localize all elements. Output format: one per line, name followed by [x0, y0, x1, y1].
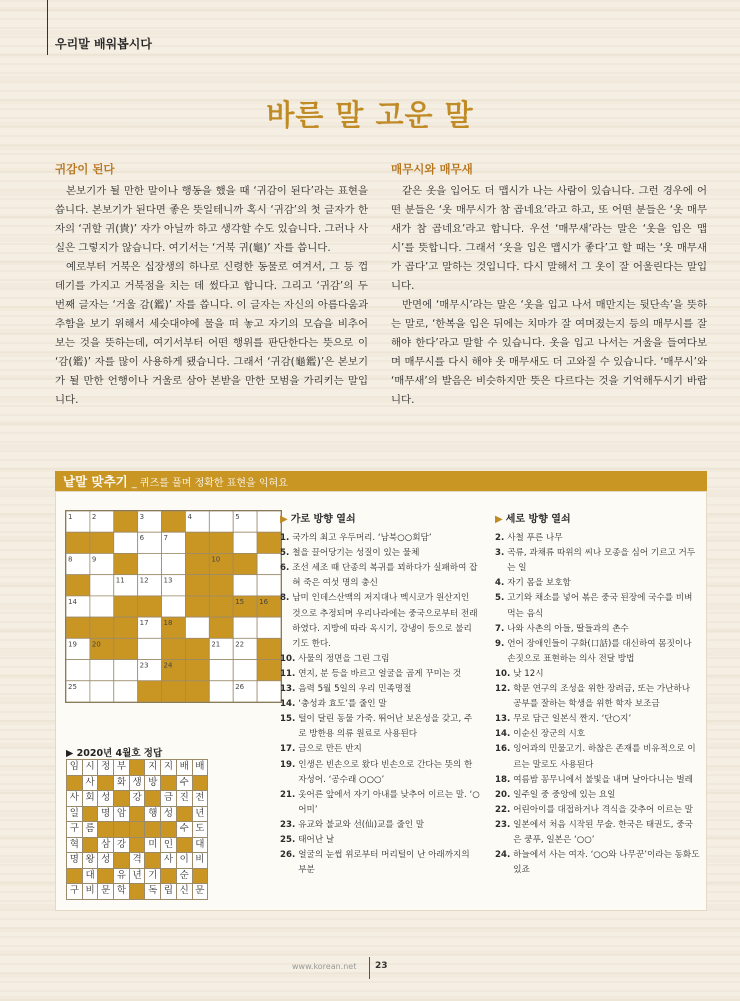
- crossword-cell-blocked: [233, 553, 257, 574]
- crossword-cell[interactable]: [257, 617, 281, 638]
- answer-cell: 성: [161, 806, 177, 822]
- answer-cell: 문: [98, 884, 114, 900]
- clue-number: 23.: [280, 819, 296, 830]
- clue-item: [280, 833, 480, 848]
- answer-cell: 독: [145, 884, 161, 900]
- clue-text: 하늘에서 사는 여자. ‘○○와 나무꾼’이라는 동화도 있죠: [513, 850, 700, 876]
- crossword-cell-blocked: [185, 553, 209, 574]
- crossword-cell[interactable]: [90, 596, 114, 617]
- answer-cell: 사: [67, 791, 83, 807]
- clue-text: 낮 12시: [513, 668, 544, 679]
- clue-text: 일주일 중 중앙에 있는 요일: [513, 789, 616, 800]
- clue-number: 7.: [495, 623, 505, 634]
- clue-item: [495, 803, 700, 818]
- answer-cell: [129, 884, 145, 900]
- crossword-cell-blocked: [90, 532, 114, 553]
- crossword-cell[interactable]: [209, 681, 233, 702]
- answer-cell: [82, 837, 98, 853]
- quiz-banner: [55, 471, 707, 491]
- clue-item: [495, 591, 700, 621]
- crossword-svg: [66, 511, 281, 702]
- answer-row: [67, 760, 208, 776]
- crossword-number: 17: [139, 619, 149, 628]
- clue-text: 학문 연구의 조성을 위한 장려금, 또는 가난하나 공부를 잘하는 학생을 위한 학자 보조금: [513, 684, 691, 710]
- article-left-heading: 귀감이 된다: [55, 162, 115, 176]
- clue-text: 금으로 만든 반지: [298, 744, 362, 755]
- clue-item: [495, 742, 700, 772]
- clue-item: [495, 546, 700, 576]
- footer-divider: [369, 957, 370, 979]
- crossword-cell-blocked: [114, 553, 138, 574]
- crossword-cell-blocked: [257, 638, 281, 659]
- clue-number: 25.: [280, 834, 296, 845]
- across-heading-label: 가로 방향 열쇠: [290, 514, 356, 525]
- crossword-cell[interactable]: [233, 532, 257, 553]
- clue-number: 15.: [280, 714, 296, 725]
- answer-cell: 배: [192, 760, 208, 776]
- answer-cell: 정: [98, 760, 114, 776]
- clue-item: [280, 758, 480, 788]
- answer-cell: 순: [176, 868, 192, 884]
- crossword-cell-blocked: [185, 681, 209, 702]
- answer-cell: 미: [145, 837, 161, 853]
- crossword-number: 22: [235, 640, 245, 649]
- crossword-number: 7: [163, 534, 169, 543]
- crossword-cell[interactable]: [114, 660, 138, 681]
- answer-cell: [82, 806, 98, 822]
- answer-cell: 강: [129, 791, 145, 807]
- crossword-number: 9: [91, 555, 97, 564]
- clue-item: [280, 652, 480, 667]
- crossword-number: 26: [235, 682, 245, 691]
- footer-site: www.korean.net: [292, 962, 357, 971]
- clue-text: 조선 세조 때 단종의 복귀를 꾀하다가 실패하여 잡혀 죽은 여섯 명의 충신: [292, 563, 478, 589]
- crossword-cell[interactable]: [257, 575, 281, 596]
- clue-item: [495, 848, 700, 878]
- crossword-cell[interactable]: [233, 660, 257, 681]
- down-heading-label: 세로 방향 열쇠: [505, 514, 571, 525]
- crossword-cell-blocked: [66, 617, 90, 638]
- crossword-cell[interactable]: [185, 617, 209, 638]
- answer-row: [67, 884, 208, 900]
- crossword-number: 25: [68, 682, 77, 691]
- crossword-number: 11: [115, 576, 125, 585]
- clue-number: 11.: [280, 668, 296, 679]
- crossword-grid: [65, 510, 282, 703]
- clue-number: 2.: [495, 533, 505, 544]
- across-list: [280, 531, 480, 878]
- answer-cell: 비: [82, 884, 98, 900]
- answer-cell: 임: [67, 760, 83, 776]
- answer-cell: [114, 822, 130, 838]
- clue-item: [280, 788, 480, 818]
- answer-cell: 립: [161, 884, 177, 900]
- answer-cell: 부: [114, 760, 130, 776]
- answer-cell: 유: [114, 868, 130, 884]
- clue-item: [495, 727, 700, 742]
- clue-item: [280, 546, 480, 561]
- answer-cell: [129, 837, 145, 853]
- crossword-cell[interactable]: [257, 511, 281, 532]
- answer-cell: [98, 868, 114, 884]
- crossword-cell[interactable]: [233, 617, 257, 638]
- answer-cell: [114, 791, 130, 807]
- answer-cell: 회: [82, 791, 98, 807]
- crossword-number: 4: [187, 513, 192, 521]
- crossword-cell-blocked: [185, 596, 209, 617]
- clue-item: [495, 576, 700, 591]
- answer-cell: [129, 760, 145, 776]
- crossword-cell[interactable]: [162, 596, 186, 617]
- clue-item: [495, 667, 700, 682]
- clue-text: 남미 인데스산맥의 저지대나 멕시코가 원산지인 것으로 추정되며 우리나라에는 중국으로부터 전래하였다. 지방에 따라 옥시기, 강냉이 등으로 불리기도 한다.: [292, 593, 478, 649]
- clue-text: 유교와 불교와 선(仙)교를 줄인 말: [298, 819, 425, 830]
- crossword-cell-blocked: [66, 575, 90, 596]
- clue-number: 13.: [280, 684, 296, 695]
- crossword-cell-blocked: [209, 617, 233, 638]
- answer-cell: [145, 822, 161, 838]
- answer-cell: [176, 806, 192, 822]
- article-left-paragraph: 예로부터 거북은 십장생의 하나로 신령한 동물로 여겨서, 그 등 껍데기를 가지고 거북점을 치는 데 썼다고 합니다. 그리고 ‘귀감’의 두 번째 글자는 ‘거울 감(鑑)’ 자를 씁니다. 이 글자는 자신의 아름다움과 추함을 보기 위해서 세숫대야에 물을 떠 놓고 자기의 모습을 비추어 보는 것을 뜻하는데, 여기서부터 어떤 행위를 판단한다는 뜻으로 이 ‘감(鑑)’ 자를 많이 사용하게 됐습니다. 그래서 ‘귀감(龜鑑)’은 본보기가 될 만한 언행이나 거울로 삼아 본받을 만한 모범을 가리키는 말입니다.: [55, 261, 368, 406]
- crossword-cell[interactable]: [257, 681, 281, 702]
- clue-item: [495, 622, 700, 637]
- triangle-icon: ▶: [495, 514, 503, 525]
- answer-cell: 수: [176, 775, 192, 791]
- clue-text: 무로 담근 일본식 짠지. ‘단○지’: [513, 714, 632, 725]
- clue-item: [280, 531, 480, 546]
- answer-cell: 명: [98, 806, 114, 822]
- crossword-cell[interactable]: [66, 660, 90, 681]
- answer-cell: 비: [192, 853, 208, 869]
- crossword-cell[interactable]: [114, 681, 138, 702]
- crossword-cell-blocked: [209, 575, 233, 596]
- answer-cell: 사: [82, 775, 98, 791]
- answer-cell: 학: [114, 884, 130, 900]
- answer-cell: 전: [192, 791, 208, 807]
- clue-item: [280, 682, 480, 697]
- answer-row: [67, 822, 208, 838]
- clue-text: 국가의 최고 우두머리. ‘남북○○회담’: [292, 533, 432, 544]
- crossword-cell-blocked: [138, 681, 162, 702]
- article-left: [55, 160, 368, 410]
- clue-number: 9.: [495, 638, 505, 649]
- crossword-number: 8: [68, 555, 73, 564]
- clue-item: [495, 712, 700, 727]
- clue-number: 18.: [495, 774, 511, 785]
- crossword-cell[interactable]: [114, 532, 138, 553]
- clue-text: 사철 푸른 나무: [507, 533, 563, 544]
- clue-number: 26.: [280, 850, 296, 861]
- down-clues: [495, 512, 700, 878]
- clue-item: [495, 637, 700, 667]
- crossword-cell-blocked: [257, 532, 281, 553]
- crossword-number: 3: [139, 513, 145, 521]
- crossword-cell-blocked: [114, 638, 138, 659]
- crossword-cell-blocked: [185, 638, 209, 659]
- crossword-number: 14: [68, 597, 77, 606]
- answer-cell: [98, 822, 114, 838]
- answer-cell: 격: [129, 853, 145, 869]
- clue-number: 14.: [280, 699, 296, 710]
- clue-number: 20.: [495, 789, 511, 800]
- crossword-number: 5: [235, 513, 240, 521]
- crossword-cell[interactable]: [257, 553, 281, 574]
- clue-text: 일본에서 처음 시작된 무술. 한국은 태권도, 중국은 쿵푸, 일본은 ‘○○’: [513, 819, 693, 845]
- answer-row: [67, 806, 208, 822]
- clue-item: [280, 561, 480, 591]
- answer-cell: 지: [145, 760, 161, 776]
- crossword-cell-blocked: [185, 660, 209, 681]
- crossword-cell-blocked: [114, 617, 138, 638]
- article-right-heading: 매무시와 매무새: [391, 162, 473, 176]
- answer-cell: 름: [82, 822, 98, 838]
- answer-cell: 구: [67, 884, 83, 900]
- down-list: [495, 531, 700, 878]
- clue-text: 나와 사촌의 아들, 딸들과의 촌수: [507, 623, 629, 634]
- clue-number: 3.: [495, 548, 505, 559]
- crossword-cell[interactable]: [233, 575, 257, 596]
- crossword-number: 24: [163, 661, 173, 670]
- answer-cell: 시: [82, 760, 98, 776]
- answer-cell: 신: [176, 884, 192, 900]
- clue-text: 이순신 장군의 시호: [513, 729, 586, 740]
- article-right: [391, 160, 707, 410]
- answer-cell: 기: [145, 868, 161, 884]
- answer-cell: 금: [161, 791, 177, 807]
- clue-number: 5.: [495, 593, 505, 604]
- answer-cell: [129, 822, 145, 838]
- answer-cell: 인: [161, 837, 177, 853]
- answer-cell: [145, 853, 161, 869]
- answer-cell: 구: [67, 822, 83, 838]
- answer-cell: 왕: [82, 853, 98, 869]
- clue-item: [280, 697, 480, 712]
- answer-row: [67, 837, 208, 853]
- clue-text: 잉어과의 민물고기. 하찮은 존재를 비유적으로 이르는 말로도 사용된다: [513, 744, 696, 770]
- page-number: 23: [375, 961, 388, 971]
- clue-item: [280, 591, 480, 651]
- crossword-cell-blocked: [114, 511, 138, 532]
- crossword-number: 16: [259, 597, 269, 606]
- clue-text: 태어난 날: [298, 834, 335, 845]
- clue-text: 음력 5월 5일의 우리 민족명절: [298, 684, 412, 695]
- answer-cell: [192, 775, 208, 791]
- clue-number: 1.: [280, 533, 290, 544]
- across-clues: [280, 512, 480, 878]
- crossword-number: 20: [91, 640, 101, 649]
- crossword-cell-blocked: [90, 617, 114, 638]
- answer-cell: 진: [176, 791, 192, 807]
- answer-cell: 지: [161, 760, 177, 776]
- clue-item: [280, 742, 480, 757]
- clue-number: 10.: [280, 653, 296, 664]
- clue-number: 21.: [280, 789, 296, 800]
- crossword-number: 23: [139, 661, 149, 670]
- crossword-cell-blocked: [162, 511, 186, 532]
- answer-cell: [161, 775, 177, 791]
- clue-number: 12.: [495, 684, 511, 695]
- answer-cell: 도: [192, 822, 208, 838]
- clue-text: 여름밤 꽁무니에서 불빛을 내며 날아다니는 벌레: [513, 774, 693, 785]
- crossword-number: 1: [68, 513, 73, 521]
- crossword-cell[interactable]: [209, 660, 233, 681]
- crossword-cell[interactable]: [162, 553, 186, 574]
- answer-cell: 강: [114, 837, 130, 853]
- crossword-number: 2: [91, 513, 97, 521]
- answer-cell: [114, 853, 130, 869]
- clue-number: 5.: [280, 548, 290, 559]
- answer-row: [67, 791, 208, 807]
- clue-number: 8.: [280, 593, 290, 604]
- page-title: 바른 말 고운 말: [266, 98, 474, 132]
- answer-cell: 명: [67, 853, 83, 869]
- article-left-paragraph: 본보기가 될 만한 말이나 행동을 했을 때 ‘귀감이 된다’라는 표현을 씁니다. 본보기가 된다면 좋은 뜻일테니까 혹시 ‘귀감’의 첫 글자가 한자의 ‘귀할 귀(貴)’ 자가 아닐까 하고 생각할 수도 있습니다. 그러나 사실은 그렇지가 않습니다. 여기서는 ‘거북 귀(龜)’ 자를 씁니다.: [55, 185, 368, 254]
- crossword-cell-blocked: [162, 681, 186, 702]
- clue-text: 곡류, 과채류 따위의 씨나 모종을 심어 기르고 거두는 일: [507, 548, 696, 574]
- crossword-cell-blocked: [185, 532, 209, 553]
- crossword-cell-blocked: [209, 532, 233, 553]
- answer-cell: 생: [129, 775, 145, 791]
- crossword-cell[interactable]: [138, 638, 162, 659]
- crossword-number: 21: [211, 640, 221, 649]
- answer-cell: 년: [192, 806, 208, 822]
- clue-text: 고기와 채소를 넣어 볶은 중국 된장에 국수를 비벼 먹는 음식: [507, 593, 693, 619]
- clue-text: 인생은 빈손으로 왔다 빈손으로 간다는 뜻의 한자성어. ‘공수래 ○○○’: [298, 759, 473, 785]
- answer-cell: 암: [114, 806, 130, 822]
- clue-item: [495, 531, 700, 546]
- answer-cell: [161, 868, 177, 884]
- clue-text: 철을 끌어당기는 성질이 있는 물체: [292, 548, 420, 559]
- clue-number: 19.: [280, 759, 296, 770]
- crossword-cell-blocked: [185, 575, 209, 596]
- answer-cell: 수: [176, 822, 192, 838]
- answer-cell: 행: [145, 806, 161, 822]
- clue-item: [280, 667, 480, 682]
- quiz-title: 낱말 맞추기: [63, 474, 128, 489]
- answer-cell: 이: [176, 853, 192, 869]
- answer-cell: [176, 837, 192, 853]
- answer-cell: 년: [129, 868, 145, 884]
- answer-cell: 삼: [98, 837, 114, 853]
- answer-cell: 문: [192, 884, 208, 900]
- answer-row: [67, 853, 208, 869]
- crossword-number: 15: [235, 597, 245, 606]
- answer-cell: [129, 806, 145, 822]
- answer-cell: 배: [176, 760, 192, 776]
- quiz-subtitle: _ 퀴즈를 풀며 정확한 표현을 익혀요: [131, 477, 288, 489]
- clue-number: 13.: [495, 714, 511, 725]
- answer-cell: 성: [98, 853, 114, 869]
- clue-number: 4.: [495, 578, 505, 589]
- answer-cell: 대: [82, 868, 98, 884]
- clue-number: 6.: [280, 563, 290, 574]
- crossword-cell-blocked: [257, 660, 281, 681]
- clue-text: ‘충성과 효도’를 줄인 말: [298, 699, 387, 710]
- answer-title: ▶ 2020년 4월호 정답: [66, 748, 163, 759]
- answer-cell: [67, 868, 83, 884]
- answer-cell: [67, 775, 83, 791]
- clue-item: [280, 818, 480, 833]
- clue-text: 옷어른 앞에서 자기 아내를 낮추어 이르는 말. ‘○어미’: [298, 789, 480, 815]
- down-heading: [495, 512, 700, 527]
- crossword-cell[interactable]: [138, 553, 162, 574]
- clue-text: 연지, 분 등을 바르고 얼굴을 곱게 꾸미는 것: [298, 668, 462, 679]
- answer-cell: [192, 868, 208, 884]
- crossword-number: 19: [68, 640, 77, 649]
- clue-text: 언어 장애인들이 구화(口話)를 대신하여 몸짓이나 손짓으로 표현하는 의사 전달 방법: [507, 638, 692, 664]
- crossword-number: 10: [211, 555, 221, 564]
- answer-cell: 방: [145, 775, 161, 791]
- clue-number: 23.: [495, 819, 511, 830]
- clue-number: 22.: [495, 804, 511, 815]
- crossword-cell-blocked: [209, 596, 233, 617]
- across-heading: [280, 512, 480, 527]
- crossword-cell[interactable]: [90, 660, 114, 681]
- clue-text: 어린아이를 대접하거나 격식을 갖추어 이르는 말: [513, 804, 693, 815]
- clue-item: [495, 682, 700, 712]
- crossword-cell[interactable]: [90, 681, 114, 702]
- clue-text: 얼굴의 눈썹 위로부터 머리털이 난 아래까지의 부분: [298, 850, 470, 876]
- clue-number: 16.: [495, 744, 511, 755]
- answer-cell: [98, 775, 114, 791]
- crossword-number: 6: [139, 534, 145, 543]
- clue-text: 털이 달린 동물 가죽. 뛰어난 보온성을 갖고, 주로 방한용 의류 원료로 사용된다: [298, 714, 473, 740]
- crossword-cell-blocked: [66, 532, 90, 553]
- crossword-cell[interactable]: [209, 511, 233, 532]
- clue-item: [495, 773, 700, 788]
- answer-row: [67, 868, 208, 884]
- crossword-cell[interactable]: [90, 575, 114, 596]
- clue-item: [495, 788, 700, 803]
- clue-number: 14.: [495, 729, 511, 740]
- crossword-cell-blocked: [138, 596, 162, 617]
- answer-cell: 일: [67, 806, 83, 822]
- answer-cell: 화: [114, 775, 130, 791]
- answer-cell: [161, 822, 177, 838]
- article-right-paragraph: 같은 옷을 입어도 더 맵시가 나는 사람이 있습니다. 그런 경우에 어떤 분들은 ‘옷 매무시가 참 곱네요’라고 하고, 또 어떤 분들은 ‘옷 매무새가 참 곱네요’라고 합니다. 우선 ‘매무새’라는 말은 ‘옷을 입은 맵시’를 뜻합니다. 그래서 ‘옷을 입은 맵시가 좋다’고 할 때는 ‘옷 매무새가 곱다’고 말하는 것입니다. 다시 말해서 그 옷이 잘 어울린다는 말입니다.: [391, 185, 707, 292]
- answer-cell: [145, 791, 161, 807]
- answer-row: [67, 775, 208, 791]
- article-right-paragraph: 반면에 ‘매무시’라는 말은 ‘옷을 입고 나서 매만지는 뒷단속’을 뜻하는 말로, ‘한복을 입은 뒤에는 치마가 잘 여며졌는지 등의 매무시를 잘해야 한다’라고 말할 수 있습니다. 옷을 입고 나서는 거울을 들여다보며 매무시를 다시 해야 옷 매무새도 더 고와질 수 있습니다. ‘매무시’와 ‘매무새’의 발음은 비슷하지만 뜻은 다르다는 것을 기억해두시기 바랍니다.: [391, 299, 707, 406]
- clue-number: 10.: [495, 668, 511, 679]
- section-label: 우리말 배워봅시다: [55, 37, 152, 51]
- clue-text: 사물의 정면을 그린 그림: [298, 653, 390, 664]
- triangle-icon: ▶: [280, 514, 288, 525]
- crossword-cell-blocked: [114, 596, 138, 617]
- crossword-cell-blocked: [162, 638, 186, 659]
- clue-item: [280, 848, 480, 878]
- crossword-number: 12: [139, 576, 149, 585]
- clue-text: 자기 몸을 보호함: [507, 578, 571, 589]
- clue-number: 24.: [495, 850, 511, 861]
- answer-cell: 사: [161, 853, 177, 869]
- clue-item: [495, 818, 700, 848]
- clue-item: [280, 712, 480, 742]
- crossword-number: 18: [163, 619, 173, 628]
- answer-cell: 혁: [67, 837, 83, 853]
- crossword-number: 13: [163, 576, 173, 585]
- header-rule: [47, 0, 48, 55]
- answer-grid: [66, 759, 208, 900]
- clue-number: 17.: [280, 744, 296, 755]
- answer-cell: 성: [98, 791, 114, 807]
- answer-cell: 대: [192, 837, 208, 853]
